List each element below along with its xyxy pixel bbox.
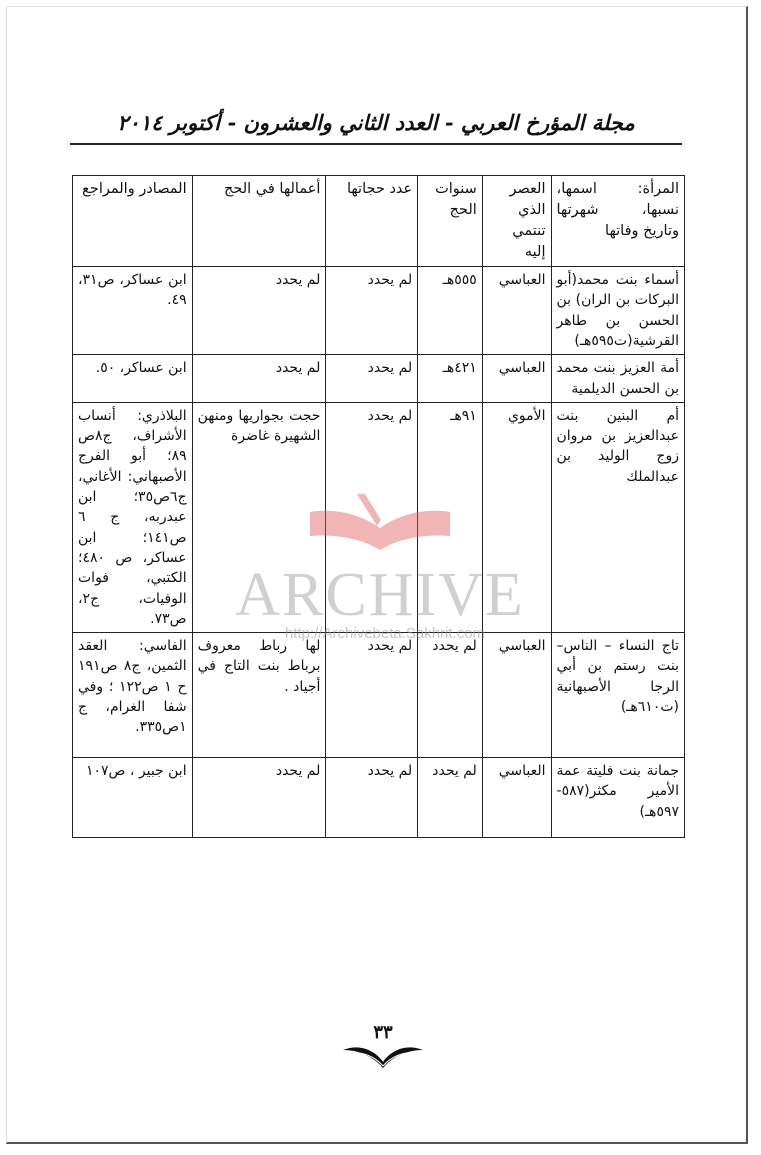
header-divider (70, 143, 682, 145)
cell-era: العباسي (482, 633, 551, 758)
cell-hajj-years: لم يحدد (418, 633, 483, 758)
table-row (73, 758, 685, 838)
cell-hajj-count: لم يحدد (326, 633, 418, 758)
header-woman-name: المرأة: اسمها، نسبها، شهرتها وتاريخ وفاتها (551, 176, 684, 267)
cell-sources: ابن عساكر، ص٣١، ٤٩. (73, 267, 193, 355)
table-header-row (73, 176, 685, 267)
cell-era: العباسي (482, 267, 551, 355)
watermark-text: ARCHIVE (235, 561, 525, 629)
cell-hajj-count: لم يحدد (326, 355, 418, 403)
cell-hajj-deeds: لم يحدد (192, 355, 326, 403)
table-row (73, 633, 685, 758)
cell-woman-name: أم البنين بنت عبدالعزيز بن مروان زوج الوليد بن عبدالملك (551, 402, 684, 632)
cell-era: العباسي (482, 355, 551, 403)
table-row (73, 402, 685, 632)
women-pilgrims-table (72, 175, 685, 838)
cell-hajj-count: لم يحدد (326, 267, 418, 355)
page-number: ٣٣ (373, 1022, 393, 1043)
cell-hajj-years: ٤٢١هـ (418, 355, 483, 403)
header-hajj-deeds: أعمالها في الحج (192, 176, 326, 267)
cell-hajj-years: ٥٥٥هـ (418, 267, 483, 355)
cell-sources: البلاذري: أنساب الأشراف، ج٨ص ٨٩؛ أبو الفرج الأصبهاني: الأغاني، ج٦ص٣٥؛ ابن عبدربه، ج ٦ ص١٤١؛ ابن عساكر، ص ٤٨٠؛ الكتبي، فوات الوفيات، ج٢، ص٧٣. (73, 402, 193, 632)
table-row (73, 267, 685, 355)
cell-era: الأموي (482, 402, 551, 632)
header-sources: المصادر والمراجع (73, 176, 193, 267)
cell-hajj-deeds: لها رباط معروف برباط بنت التاج في أجياد . (192, 633, 326, 758)
cell-woman-name: أمة العزيز بنت محمد بن الحسن الديلمية (551, 355, 684, 403)
watermark-url: http://Archivebeta.Sakhrit.com (284, 625, 486, 642)
cell-sources: ابن عساكر، ٥٠. (73, 355, 193, 403)
cell-hajj-years: لم يحدد (418, 758, 483, 838)
journal-header: مجلة المؤرخ العربي - العدد الثاني والعشرون - أكتوبر ٢٠١٤ (117, 110, 635, 135)
cell-woman-name: أسماء بنت محمد(أبو البركات بن الران) بن الحسن بن طاهر القرشية(ت٥٩٥هـ) (551, 267, 684, 355)
cell-woman-name: جمانة بنت فليتة عمة الأمير مكثر(٥٨٧- ٥٩٧هـ) (551, 758, 684, 838)
cell-sources: الفاسي: العقد الثمين، ج٨ ص١٩١ ح ١ ص١٢٢ ؛ وفي شفا الغرام، ج ١ص٣٣٥. (73, 633, 193, 758)
page-number-ornament (338, 1020, 428, 1070)
cell-era: العباسي (482, 758, 551, 838)
header-era: العصر الذي تنتمي إليه (482, 176, 551, 267)
cell-hajj-count: لم يحدد (326, 758, 418, 838)
header-hajj-count: عدد حجاتها (326, 176, 418, 267)
cell-hajj-years: ٩١هـ (418, 402, 483, 632)
cell-sources: ابن جبير ، ص١٠٧ (73, 758, 193, 838)
cell-hajj-deeds: لم يحدد (192, 267, 326, 355)
header-hajj-years: سنوات الحج (418, 176, 483, 267)
cell-hajj-deeds: لم يحدد (192, 758, 326, 838)
cell-hajj-count: لم يحدد (326, 402, 418, 632)
cell-hajj-deeds: حجت بجواريها ومنهن الشهيرة غاضرة (192, 402, 326, 632)
table-row (73, 355, 685, 403)
cell-woman-name: تاج النساء – الناس– بنت رستم بن أبي الرجا الأصبهانية (ت٦١٠هـ) (551, 633, 684, 758)
